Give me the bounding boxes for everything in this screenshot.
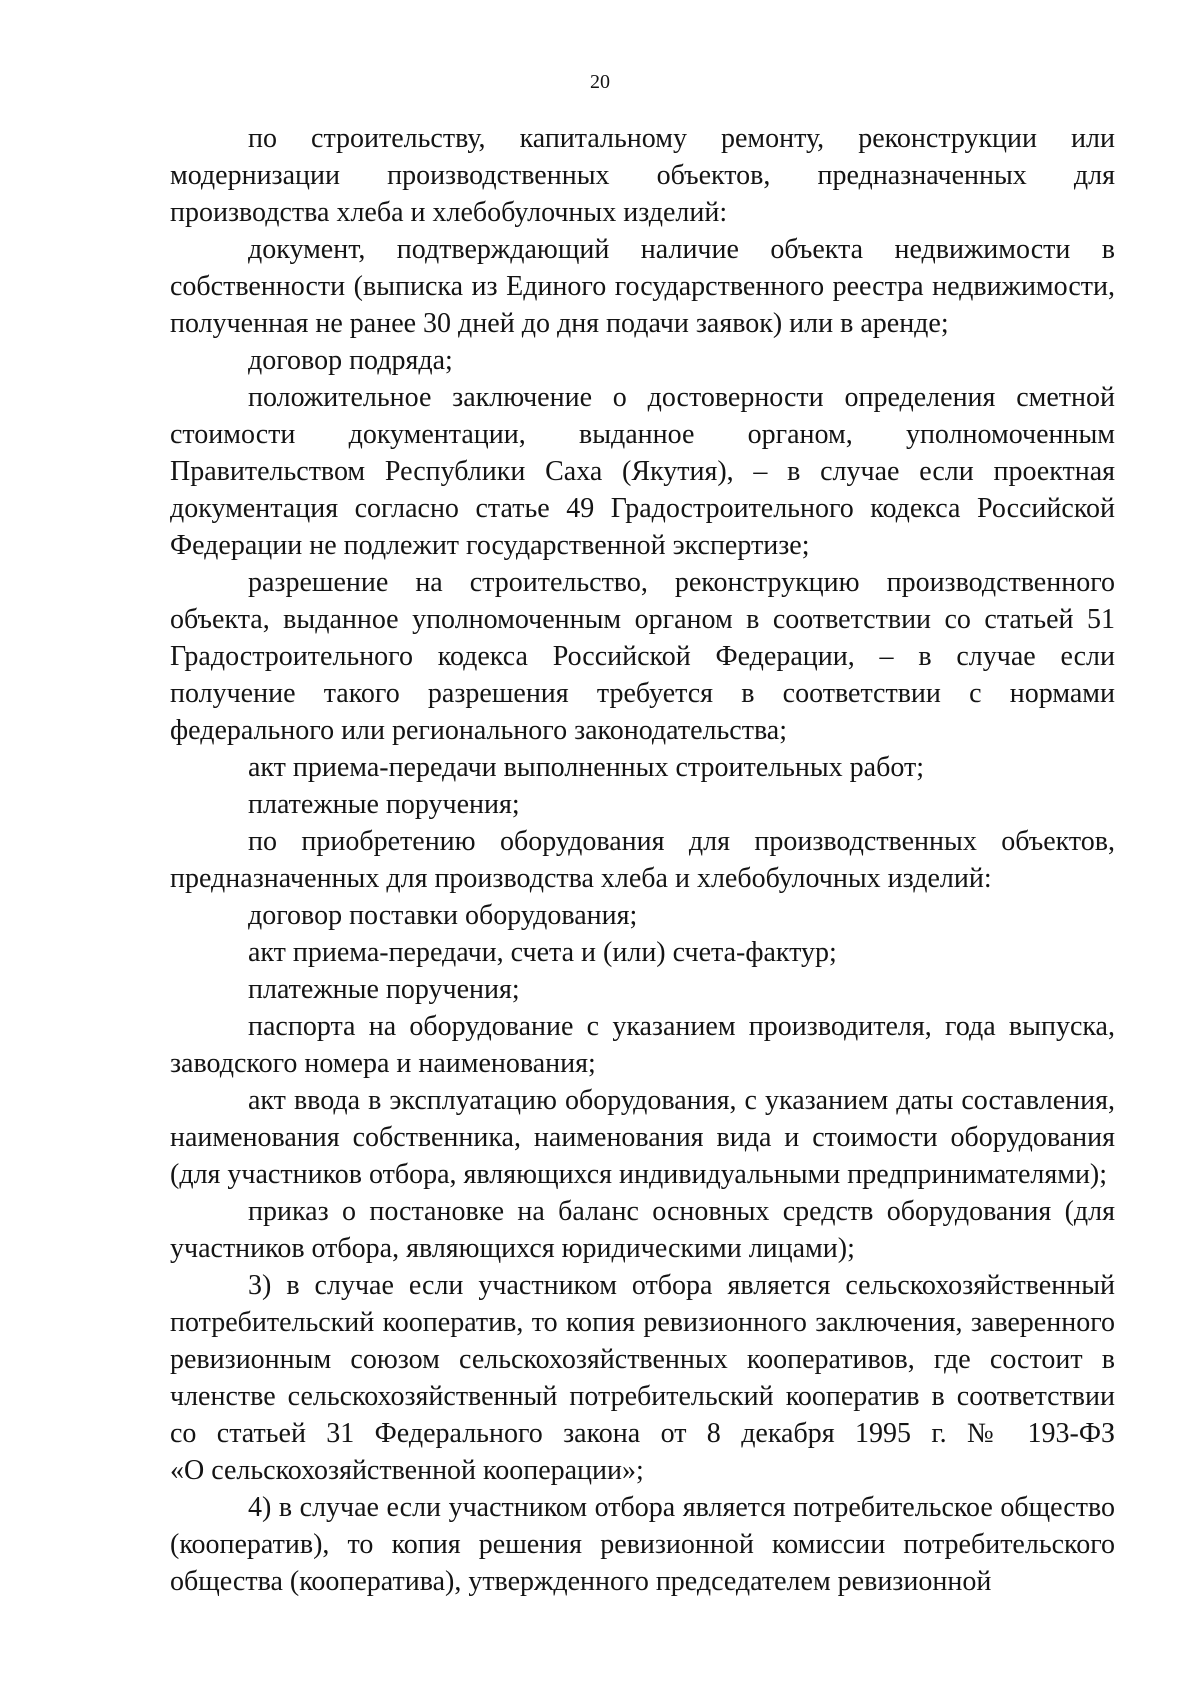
text-line: по приобретению оборудования для производственных объектов, (248, 826, 1115, 857)
text-line: получение такого разрешения требуется в соответствии с нормами (170, 678, 1115, 709)
paragraph (170, 1008, 1115, 1082)
text-line: акт ввода в эксплуатацию оборудования, с указанием даты составления, (248, 1085, 1115, 1116)
paragraph (170, 934, 1115, 971)
text-line: 4) в случае если участником отбора является потребительское общество (248, 1492, 1115, 1523)
text-line: разрешение на строительство, реконструкцию производственного (248, 567, 1115, 598)
text-line: (для участников отбора, являющихся индивидуальными предпринимателями); (170, 1159, 1108, 1190)
text-line: договор подряда; (248, 345, 453, 376)
text-line: участников отбора, являющихся юридическими лицами); (170, 1233, 855, 1264)
text-line: наименования собственника, наименования вида и стоимости оборудования (170, 1122, 1115, 1153)
text-line: потребительский кооператив, то копия ревизионного заключения, заверенного (170, 1307, 1115, 1338)
text-line: паспорта на оборудование с указанием производителя, года выпуска, (248, 1011, 1115, 1042)
text-line: заводского номера и наименования; (170, 1048, 596, 1079)
paragraph (170, 897, 1115, 934)
paragraph (170, 231, 1115, 342)
text-line: «О сельскохозяйственной кооперации»; (170, 1455, 644, 1486)
text-line: Правительством Республики Саха (Якутия), – в случае если проектная (170, 456, 1115, 487)
text-line: 3) в случае если участником отбора является сельскохозяйственный (248, 1270, 1115, 1301)
text-line: предназначенных для производства хлеба и хлебобулочных изделий: (170, 863, 992, 894)
text-line: акт приема-передачи, счета и (или) счета-фактур; (248, 937, 837, 968)
text-line: членстве сельскохозяйственный потребительский кооператив в соответствии (170, 1381, 1115, 1412)
text-line: со статьей 31 Федерального закона от 8 декабря 1995 г. № 193-ФЗ (170, 1418, 1115, 1449)
paragraph (170, 786, 1115, 823)
text-line: документ, подтверждающий наличие объекта недвижимости в (248, 234, 1115, 265)
paragraph (170, 564, 1115, 749)
text-line: договор поставки оборудования; (248, 900, 638, 931)
text-line: собственности (выписка из Единого государственного реестра недвижимости, (170, 271, 1115, 302)
text-line: положительное заключение о достоверности определения сметной (248, 382, 1115, 413)
text-line: (кооператив), то копия решения ревизионной комиссии потребительского (170, 1529, 1115, 1560)
document-body (170, 120, 1115, 1600)
paragraph (170, 1489, 1115, 1600)
paragraph (170, 342, 1115, 379)
text-line: модернизации производственных объектов, предназначенных для (170, 160, 1115, 191)
paragraph (170, 1267, 1115, 1489)
paragraph (170, 120, 1115, 231)
text-line: федерального или регионального законодательства; (170, 715, 787, 746)
text-line: по строительству, капитальному ремонту, реконструкции или (248, 123, 1115, 154)
paragraph (170, 971, 1115, 1008)
paragraph (170, 749, 1115, 786)
text-line: производства хлеба и хлебобулочных изделий: (170, 197, 728, 228)
text-line: платежные поручения; (248, 974, 520, 1005)
text-line: объекта, выданное уполномоченным органом в соответствии со статьей 51 (170, 604, 1115, 635)
text-line: Федерации не подлежит государственной экспертизе; (170, 530, 810, 561)
text-line: общества (кооператива), утвержденного председателем ревизионной (170, 1566, 992, 1597)
paragraph (170, 379, 1115, 564)
text-line: стоимости документации, выданное органом, уполномоченным (170, 419, 1115, 450)
text-line: платежные поручения; (248, 789, 520, 820)
text-line: Градостроительного кодекса Российской Федерации, – в случае если (170, 641, 1115, 672)
paragraph (170, 1193, 1115, 1267)
paragraph (170, 823, 1115, 897)
text-line: приказ о постановке на баланс основных средств оборудования (для (248, 1196, 1115, 1227)
text-line: документация согласно статье 49 Градостроительного кодекса Российской (170, 493, 1115, 524)
paragraph (170, 1082, 1115, 1193)
text-line: полученная не ранее 30 дней до дня подачи заявок) или в аренде; (170, 308, 949, 339)
text-line: акт приема-передачи выполненных строительных работ; (248, 752, 924, 783)
page-number: 20 (590, 71, 610, 93)
text-line: ревизионным союзом сельскохозяйственных кооперативов, где состоит в (170, 1344, 1115, 1375)
